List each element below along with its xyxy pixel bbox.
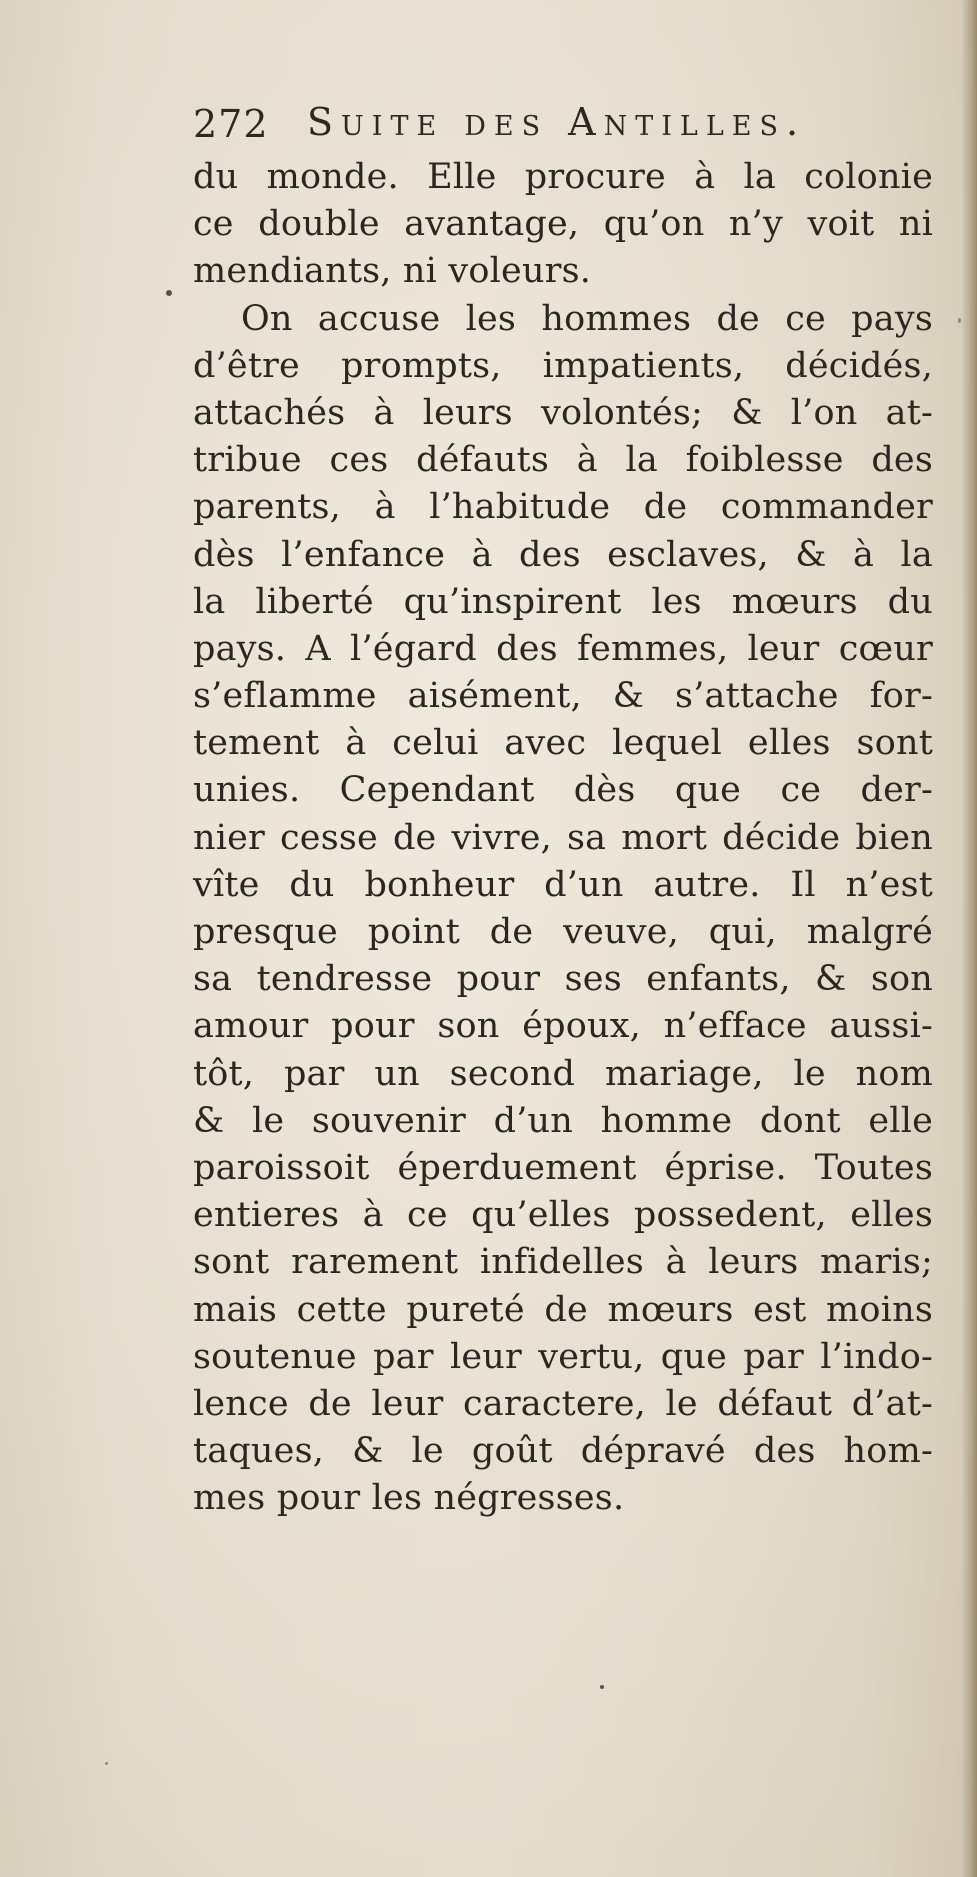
text-line: attachés à leurs volontés; & l’on at-: [193, 392, 933, 433]
text-line: & le souvenir d’un homme dont elle: [193, 1100, 933, 1141]
text-line: vîte du bonheur d’un autre. Il n’est: [193, 864, 933, 905]
text-line: parents, à l’habitude de commander: [193, 487, 933, 528]
text-line: sa tendresse pour ses enfants, & son: [193, 959, 933, 1000]
text-line: mes pour les négresses.: [193, 1478, 625, 1519]
text-line: sont rarement infidelles à leurs maris;: [193, 1242, 933, 1283]
text-line: taques, & le goût dépravé des hom-: [193, 1431, 933, 1472]
page-header: [193, 96, 913, 156]
paper-speck: [105, 1762, 108, 1765]
paper-speck: [958, 318, 961, 323]
text-line: lence de leur caractere, le défaut d’at-: [193, 1383, 933, 1424]
text-line: du monde. Elle procure à la colonie: [193, 157, 933, 197]
body-text: [193, 154, 933, 1522]
text-line: d’être prompts, impatients, décidés,: [193, 345, 933, 386]
text-line: la liberté qu’inspirent les mœurs du: [193, 581, 933, 622]
text-line: tement à celui avec lequel elles sont: [193, 723, 933, 764]
text-line: soutenue par leur vertu, que par l’indo-: [193, 1336, 933, 1377]
page-edge-shadow: [961, 0, 977, 1877]
text-line: pays. A l’égard des femmes, leur cœur: [193, 628, 933, 669]
text-line: On accuse les hommes de ce pays: [241, 298, 933, 339]
text-line: entieres à ce qu’elles possedent, elles: [193, 1195, 933, 1236]
text-line: presque point de veuve, qui, malgré: [193, 912, 933, 952]
text-line: unies. Cependant dès que ce der-: [193, 770, 933, 811]
text-line: tribue ces défauts à la foiblesse des: [193, 440, 933, 481]
text-line: paroissoit éperduement éprise. Toutes: [193, 1147, 933, 1188]
text-line: mais cette pureté de mœurs est moins: [193, 1289, 933, 1330]
text-line: ce double avantage, qu’on n’y voit ni: [193, 204, 933, 245]
running-title: Suite des Antilles.: [307, 100, 807, 144]
page-number: 272: [193, 102, 269, 146]
text-line: amour pour son époux, n’efface aussi-: [193, 1006, 933, 1047]
text-line: nier cesse de vivre, sa mort décide bien: [193, 817, 933, 858]
paper-speck: [600, 1685, 604, 1689]
text-line: dès l’enfance à des esclaves, & à la: [193, 534, 933, 575]
paper-speck: [166, 290, 172, 296]
text-line: tôt, par un second mariage, le nom: [193, 1053, 933, 1094]
text-line: s’eflamme aisément, & s’attache for-: [193, 676, 933, 717]
text-line: mendiants, ni voleurs.: [193, 251, 592, 292]
